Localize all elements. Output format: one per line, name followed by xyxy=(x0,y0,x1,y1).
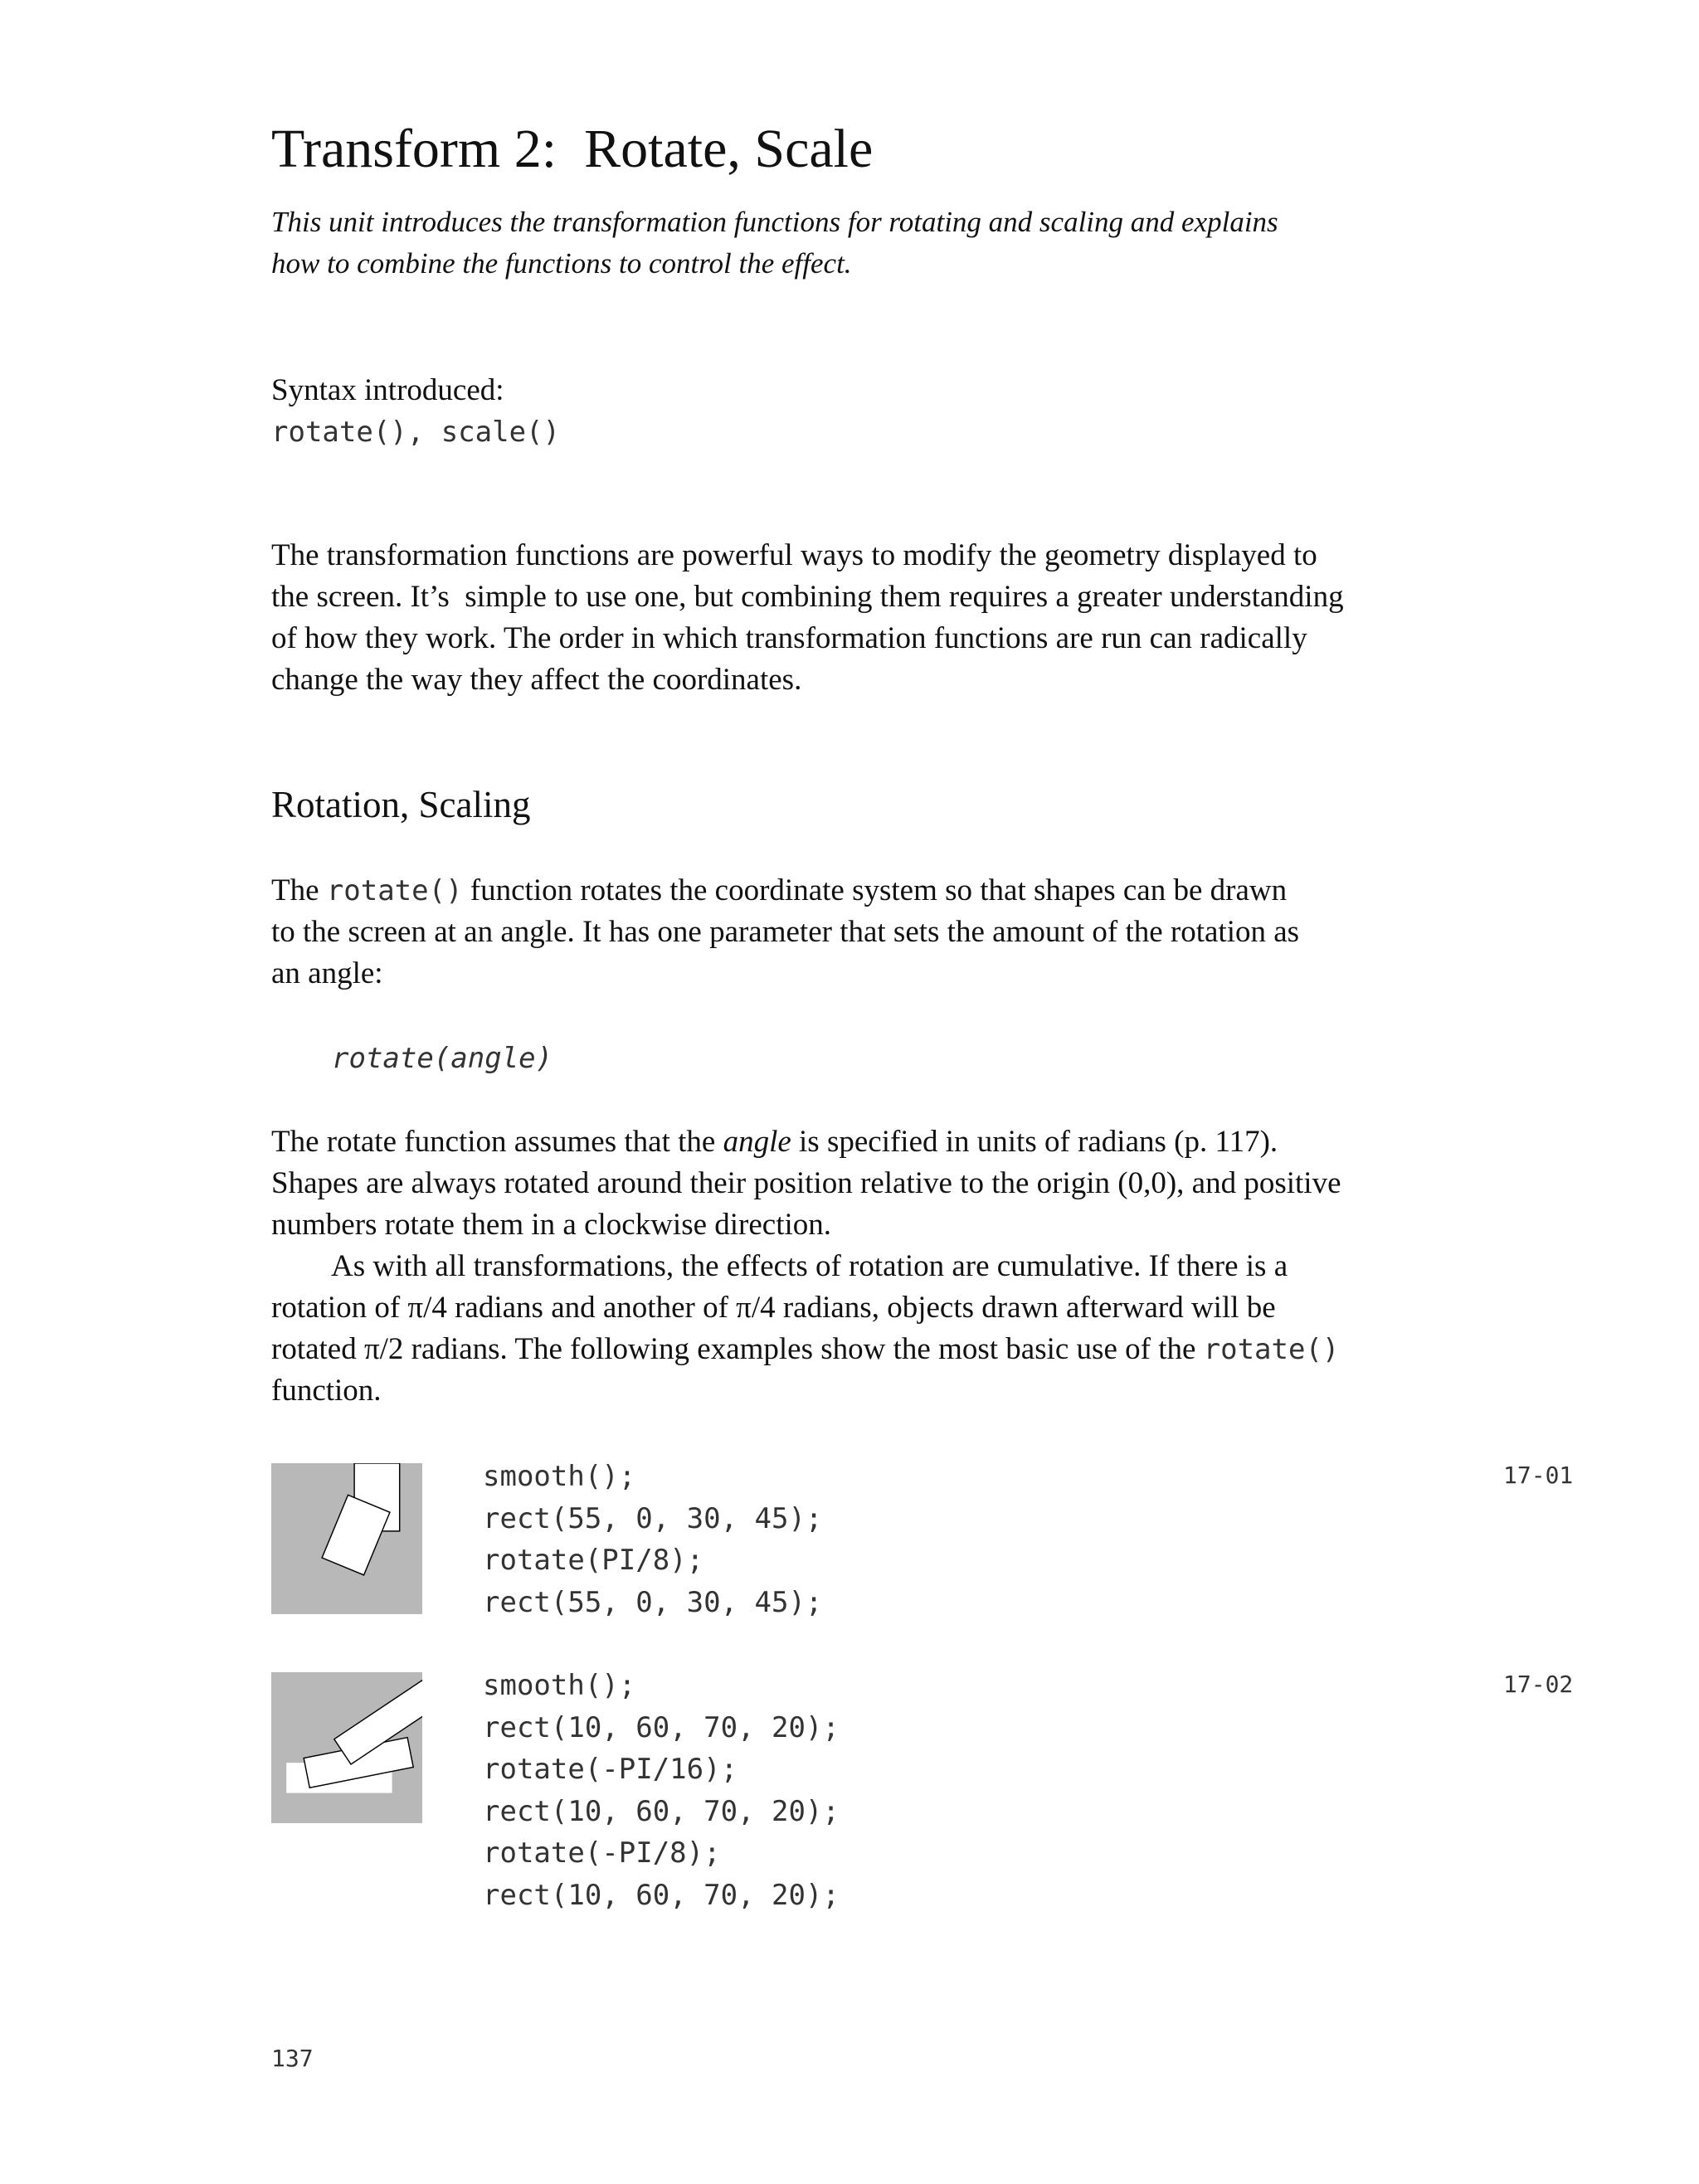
page-number: 137 xyxy=(271,2045,314,2072)
paragraph-line: an angle: xyxy=(271,956,383,990)
text-run: rotated π/2 radians. The following examples show the most basic use of the xyxy=(271,1332,1204,1366)
syntax-label: Syntax introduced: xyxy=(271,373,504,407)
paragraph-line xyxy=(271,1329,1482,1370)
paragraph-line: The transformation functions are powerful ways to modify the geometry displayed to xyxy=(271,538,1317,572)
paragraph-line: to the screen at an angle. It has one parameter that sets the amount of the rotation as xyxy=(271,915,1300,949)
paragraph-line: change the way they affect the coordinates. xyxy=(271,663,802,697)
rotated-rectangles-figure xyxy=(271,1672,422,1823)
paragraph-line: of how they work. The order in which transformation functions are run can radically xyxy=(271,621,1307,655)
paragraph-line: As with all transformations, the effects of rotation are cumulative. If there is a xyxy=(331,1249,1288,1283)
code-line: rect(55, 0, 30, 45); xyxy=(483,1501,823,1535)
intro-text xyxy=(271,202,1474,285)
syntax-code: rotate(), scale() xyxy=(271,416,560,449)
rotated-rectangles-figure xyxy=(271,1463,422,1614)
text-run: function rotates the coordinate system so that shapes can be drawn xyxy=(462,873,1288,907)
code-line: rect(10, 60, 70, 20); xyxy=(483,1878,840,1912)
paragraph xyxy=(271,1121,1482,1412)
code-line: rect(55, 0, 30, 45); xyxy=(483,1585,823,1619)
code-listing xyxy=(483,1665,840,1916)
example-number: 17-02 xyxy=(1503,1671,1574,1698)
text-run: The rotate function assumes that the xyxy=(271,1125,723,1159)
code-listing xyxy=(483,1456,822,1623)
text-run: The xyxy=(271,873,327,907)
syntax-example: rotate(angle) xyxy=(332,1042,553,1075)
intro-line: This unit introduces the transformation functions for rotating and scaling and explains xyxy=(271,206,1278,238)
code-line: rotate(PI/8); xyxy=(483,1544,704,1577)
paragraph xyxy=(271,535,1482,701)
example-output-image xyxy=(271,1463,422,1614)
code-line: smooth(); xyxy=(483,1460,636,1493)
section-heading: Rotation, Scaling xyxy=(271,784,531,825)
paragraph-line: function. xyxy=(271,1374,382,1408)
code-line: rect(10, 60, 70, 20); xyxy=(483,1794,840,1828)
code-line: rotate(-PI/8); xyxy=(483,1836,721,1870)
paragraph-line: Shapes are always rotated around their position relative to the origin (0,0), and positive xyxy=(271,1166,1341,1200)
inline-code: rotate() xyxy=(326,874,463,907)
italic-term: angle xyxy=(723,1125,791,1159)
code-line: smooth(); xyxy=(483,1669,636,1702)
example-number: 17-01 xyxy=(1503,1462,1574,1489)
paragraph xyxy=(271,870,1482,995)
intro-line: how to combine the functions to control the effect. xyxy=(271,247,852,280)
paragraph-line: rotation of π/4 radians and another of π/4 radians, objects drawn afterward will be xyxy=(271,1291,1276,1325)
code-line: rect(10, 60, 70, 20); xyxy=(483,1710,840,1744)
page-title: Transform 2: Rotate, Scale xyxy=(271,119,874,179)
paragraph-line: the screen. It’s simple to use one, but combining them requires a greater understanding xyxy=(271,580,1344,614)
code-line: rotate(-PI/16); xyxy=(483,1753,738,1786)
text-run: is specified in units of radians (p. 117). xyxy=(791,1125,1278,1159)
inline-code: rotate() xyxy=(1203,1333,1340,1366)
example-output-image xyxy=(271,1672,422,1823)
paragraph-line xyxy=(271,870,1482,912)
paragraph-line: numbers rotate them in a clockwise direction. xyxy=(271,1208,832,1242)
paragraph-line xyxy=(271,1121,1482,1163)
